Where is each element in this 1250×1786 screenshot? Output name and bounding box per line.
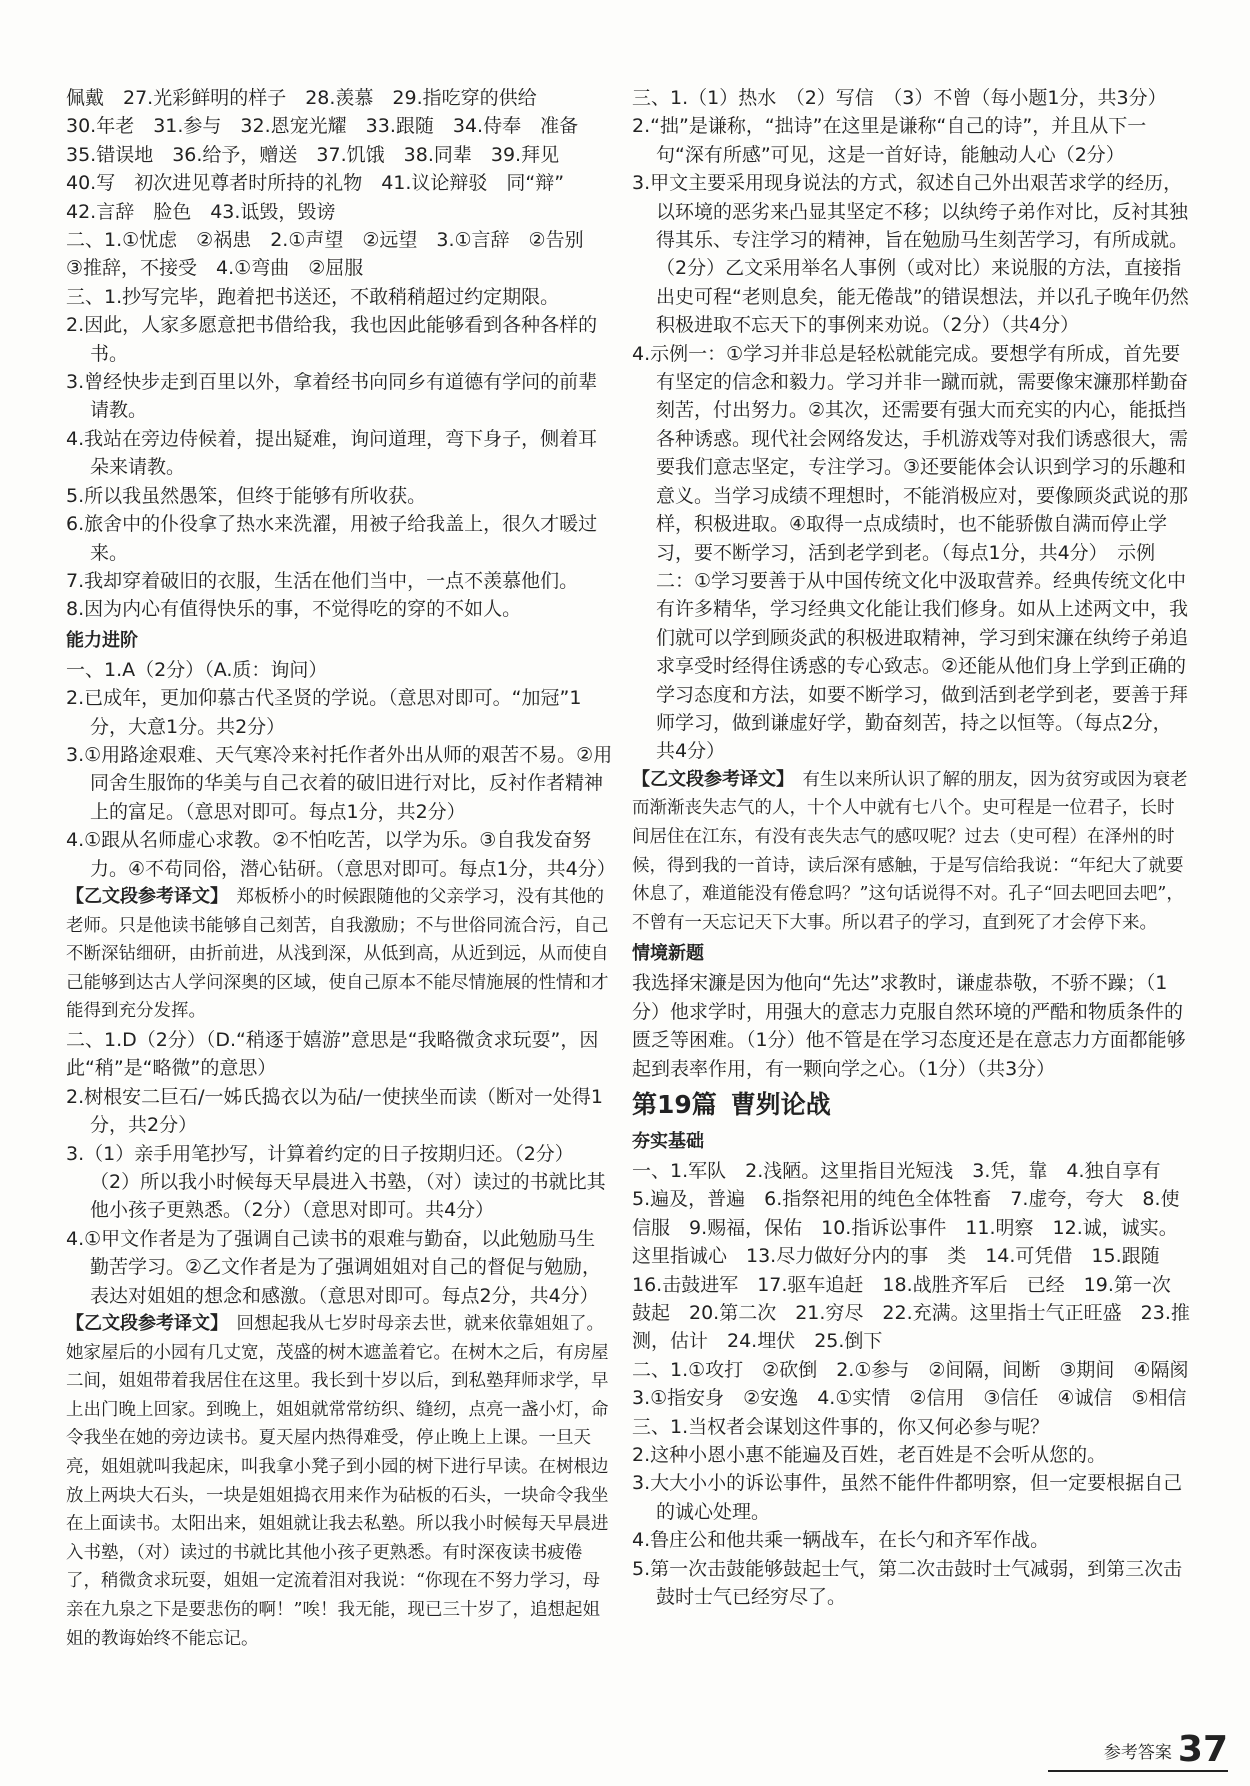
translation-text: 回想起我从七岁时母亲去世，就来依靠姐姐了。她家屋后的小园有几丈宽，茂盛的树木遮盖着它。在树木之后，有房屋二间，姐姐带着我居住在这里。我长到十岁以后，到私塾拜师求学，早上出门晚上回家。到晚上，姐姐就常常纺织、缝纫，点亮一盏小灯，命令我坐在她的旁边读书。夏天屋内热得难受，停止晚上上课。一旦天亮，姐姐就叫我起床，叫我拿小凳子到小园的树下进行早读。在树根边放上两块大石头，一块是姐姐捣衣用来作为砧板的石头，一块命令我坐在上面读书。太阳出来，姐姐就让我去私塾。所以我小时候每天早晨进入书塾，（对）读过的书就比其他小孩子更熟悉。有时深夜读书疲倦了，稍微贪求玩耍，姐姐一定流着泪对我说：“你现在不努力学习，母亲在九泉之下是要悲伤的啊！”唉！我无能，现已三十岁了，追想起姐姐的教诲始终不能忘记。 — [66, 1314, 609, 1649]
left-column — [66, 84, 614, 1653]
page-number: 37 — [1177, 1729, 1228, 1770]
answer-line: 三、1.当权者会谋划这件事的，你又何必参与呢？ — [632, 1415, 1050, 1438]
translation-text: 有生以来所认识了解的朋友，因为贫穷或因为衰老而渐渐丧失志气的人，十个人中就有七八个。史可程是一位君子，长时间居住在江东，有没有丧失志气的感叹呢？过去（史可程）在泽州的时候，得到我的一首诗，读后深有感触，于是写信给我说：“年纪大了就要休息了，难道能没有倦怠吗？”这句话说得不对。孔子“回去吧回去吧”，不曾有一天忘记天下大事。所以君子的学习，直到死了才会停下来。 — [632, 769, 1188, 933]
answer-line: 4.我站在旁边侍候着，提出疑难，询问道理，弯下身子，侧着耳朵来请教。 — [66, 427, 598, 479]
section-heading: 情境新题 — [632, 943, 704, 965]
chapter-title — [632, 1085, 1190, 1125]
footer-rule — [1048, 1770, 1228, 1772]
answer-line: 6.旅舍中的仆役拿了热水来洗濯，用被子给我盖上，很久才暖过来。 — [66, 513, 598, 564]
answer-line: 三、1.抄写完毕，跑着把书送还，不敢稍稍超过约定期限。 — [66, 285, 560, 308]
answer-line: 佩戴 27.光彩鲜明的样子 28.羡慕 29.指吃穿的供给 — [66, 87, 537, 109]
answer-line: 4.鲁庄公和他共乘一辆战车，在长勺和齐军作战。 — [632, 1529, 1050, 1552]
answer-line: 8.因为内心有值得快乐的事，不觉得吃的穿的不如人。 — [66, 598, 522, 621]
answer-line: （2）所以我小时候每天早晨进入书塾，（对）读过的书就比其他小孩子更熟悉。（2分）（意思对即可。共4分） — [90, 1170, 606, 1222]
footer-label: 参考答案 — [1103, 1743, 1172, 1763]
answer-line: 7.我却穿着破旧的衣服，生活在他们当中，一点不羡慕他们。 — [66, 569, 579, 592]
answer-line: 2.“拙”是谦称，“拙诗”在这里是谦称“自己的诗”，并且从下一句“深有所感”可见，这是一首好诗，能触动人心（2分） — [632, 115, 1147, 166]
answer-line: 3.①用路途艰难、天气寒冷来衬托作者外出从师的艰苦不易。②用同舍生服饰的华美与自己衣着的破旧进行对比，反衬作者精神上的富足。（意思对即可。每点1分，共2分） — [66, 743, 613, 823]
answer-line: 5.第一次击鼓能够鼓起士气，第二次击鼓时士气减弱，到第三次击鼓时士气已经穷尽了。 — [632, 1557, 1183, 1609]
answer-line: 二、1.D（2分）（D.“稍逐于嬉游”意思是“我略微贪求玩耍”，因此“稍”是“略微”的意思） — [66, 1028, 599, 1080]
answer-line: 3.大大小小的诉讼事件，虽然不能件件都明察，但一定要根据自己的诚心处理。 — [632, 1472, 1183, 1523]
section-heading: 能力进阶 — [66, 629, 138, 651]
answer-line: 42.言辞 脸色 43.诋毁，毁谤 — [66, 200, 336, 223]
answer-line: 三、1.（1）热水 （2）写信 （3）不曾（每小题1分，共3分） — [632, 87, 1167, 109]
translation-paragraph — [66, 1310, 614, 1653]
answer-line: 我选择宋濂是因为他向“先达”求教时，谦虚恭敬，不骄不躁；（1分）他求学时，用强大的意志力克服自然环境的严酷和物质条件的匮乏等困难。（1分）他不管是在学习态度还是在意志力方面都能够起到表率作用，有一颗向学之心。（1分）（共3分） — [632, 972, 1186, 1080]
answer-line: 5.所以我虽然愚笨，但终于能够有所收获。 — [66, 484, 427, 507]
translation-paragraph — [632, 766, 1190, 938]
chapter-name: 曹刿论战 — [730, 1089, 831, 1119]
answer-line: 4.①跟从名师虚心求教。②不怕吃苦，以学为乐。③自我发奋努力。④不苟同俗，潜心钻研。（意思对即可。每点1分，共4分） — [66, 829, 616, 880]
answer-line: 2.这种小恩小惠不能遍及百姓，老百姓是不会听从您的。 — [632, 1444, 1107, 1466]
answer-line: 40.写 初次进见尊者时所持的礼物 41.议论辩驳 同“辩” — [66, 172, 565, 195]
translation-tag: 【乙文段参考译文】 — [66, 885, 219, 907]
answer-line: 2.树根安二巨石/一姊氏捣衣以为砧/一使挟坐而读（断对一处得1分，共2分） — [66, 1085, 604, 1137]
answer-line: 一、1.军队 2.浅陋。这里指目光短浅 3.凭，靠 4.独自享有 5.遍及，普遍 6.指祭祀用的纯色全体牲畜 7.虚夸，夸大 8.使信服 9.赐福，保佑 10.指诉讼事件 11.明察 12.诚，诚实。这里指诚心 13.尽力做好分内的事 类 14.可凭借 15.跟随 16.击鼓进军 17.驱车追赶 18.战胜齐军后 已经 19.第一次 鼓起 20.第二次 21.穷尽 22.充满。这里指士气正旺盛 23.推测，估计 24.埋伏 25.倒下 — [632, 1159, 1190, 1353]
right-column — [632, 84, 1208, 1611]
answer-line: 二、1.①攻打 ②砍倒 2.①参与 ②间隔，间断 ③期间 ④隔阂 3.①指安身 ②安逸 4.①实情 ②信用 ③信任 ④诚信 ⑤相信 — [632, 1358, 1208, 1410]
answer-line: 3.曾经快步走到百里以外，拿着经书向同乡有道德有学问的前辈请教。 — [66, 371, 598, 422]
answer-line: 3.（1）亲手用笔抄写，计算着约定的日子按期归还。（2分） — [66, 1142, 574, 1165]
answer-line: 4.示例一：①学习并非总是轻松就能完成。要想学有所成，首先要有坚定的信念和毅力。学习并非一蹴而就，需要像宋濂那样勤奋刻苦，付出努力。②其次，还需要有强大而充实的内心，能抵挡各种诱惑。现代社会网络发达，手机游戏等对我们诱惑很大，需要我们意志坚定，专注学习。③还要能体会认识到学习的乐趣和意义。当学习成绩不理想时，不能消极应对，要像顾炎武说的那样，积极进取。④取得一点成绩时，也不能骄傲自满而停止学习，要不断学习，活到老学到老。（每点1分，共4分） 示例二：①学习要善于从中国传统文化中汲取营养。经典传统文化中有许多精华，学习经典文化能让我们修身。如从上述两文中，我们就可以学到顾炎武的积极进取精神，学习到宋濂在纨绔子弟追求享受时经得住诱惑的专心致志。②还能从他们身上学到正确的学习态度和方法，如要不断学习，做到活到老学到老，要善于拜师学习，做到谦虚好学，勤奋刻苦，持之以恒等。（每点2分，共4分） — [632, 342, 1189, 763]
answer-line: 30.年老 31.参与 32.恩宠光耀 33.跟随 34.侍奉 准备 — [66, 115, 579, 138]
translation-paragraph — [66, 883, 614, 1026]
answer-line: 2.已成年，更加仰慕古代圣贤的学说。（意思对即可。“加冠”1分，大意1分。共2分） — [66, 687, 582, 738]
answer-line: 2.因此，人家多愿意把书借给我，我也因此能够看到各种各样的书。 — [66, 314, 598, 365]
answer-line: 4.①甲文作者是为了强调自己读书的艰难与勤奋，以此勉励马生勤苦学习。②乙文作者是为了强调姐姐对自己的督促与勉励，表达对姐姐的想念和感激。（意思对即可。每点2分，共4分） — [66, 1227, 602, 1307]
answer-line: 35.错误地 36.给予，赠送 37.饥饿 38.同辈 39.拜见 — [66, 143, 560, 166]
section-heading: 夯实基础 — [632, 1130, 704, 1152]
answer-line: 二、1.①忧虑 ②祸患 2.①声望 ②远望 3.①言辞 ②告别 ③推辞，不接受 4.①弯曲 ②屈服 — [66, 229, 603, 280]
translation-text: 郑板桥小的时候跟随他的父亲学习，没有其他的老师。只是他读书能够自己刻苦，自我激励；不与世俗同流合污，自己不断深钻细研，由折前进，从浅到深，从低到高，从近到远，从而使自己能够到达古人学问深奥的区域，使自己原本不能尽情施展的性情和才能得到充分发挥。 — [66, 886, 609, 1022]
page-footer — [1103, 1729, 1228, 1770]
answer-line: 一、1.A（2分）（A.质：询问） — [66, 658, 328, 681]
answer-line: 3.甲文主要采用现身说法的方式，叙述自己外出艰苦求学的经历，以环境的恶劣来凸显其坚定不移；以纨绔子弟作对比，反衬其独得其乐、专注学习的精神，旨在勉励马生刻苦学习，有所成就。（2分）乙文采用举名人事例（或对比）来说服的方法，直接指出史可程“老则息矣，能无倦哉”的错误想法，并以孔子晚年仍然积极进取不忘天下的事例来劝说。（2分）（共4分） — [632, 172, 1189, 337]
translation-tag: 【乙文段参考译文】 — [66, 1313, 219, 1334]
translation-tag: 【乙文段参考译文】 — [632, 768, 785, 790]
chapter-number: 第19篇 — [632, 1089, 717, 1119]
